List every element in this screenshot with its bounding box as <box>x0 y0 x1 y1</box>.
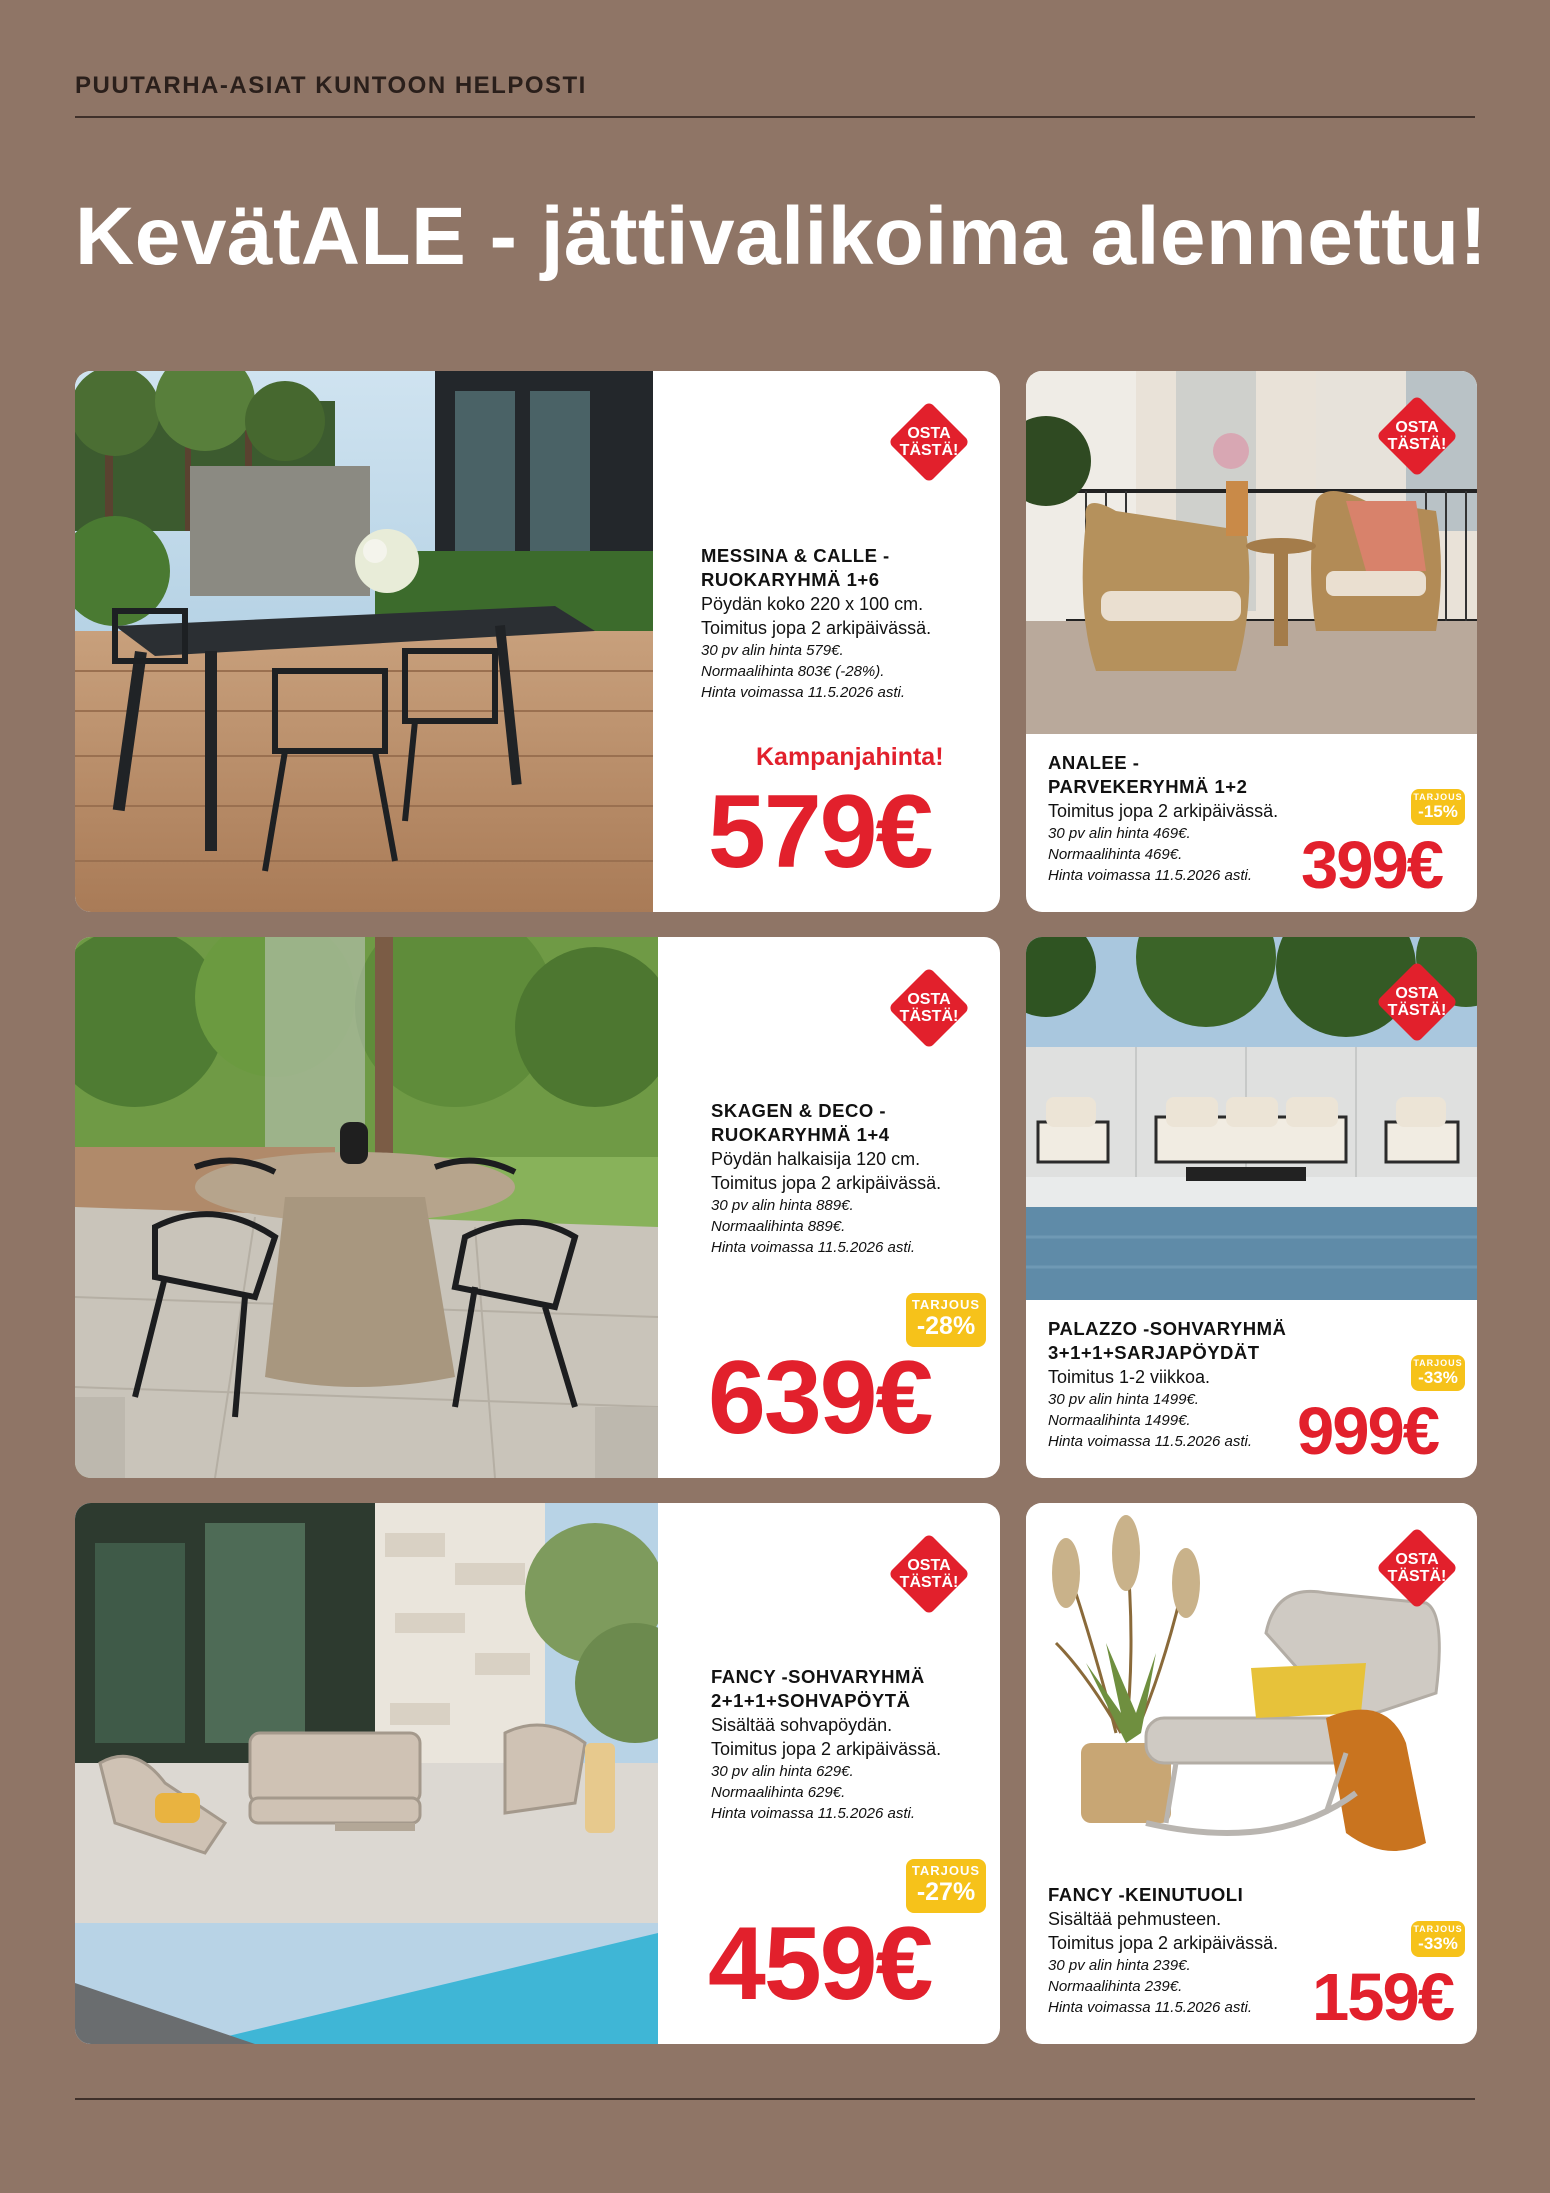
normal-price-note: Normaalihinta 803€ (-28%). <box>701 663 885 680</box>
discount-tag-percent: -15% <box>1418 802 1458 821</box>
page-headline: KevätALE - jättivalikoima alennettu! <box>75 191 1488 282</box>
product-delivery: Toimitus jopa 2 arkipäivässä. <box>1048 801 1279 821</box>
discount-tag-word: TARJOUS <box>911 1297 981 1312</box>
product-name-line1: ANALEE - <box>1048 752 1140 773</box>
discount-tag-word: TARJOUS <box>1413 1924 1463 1934</box>
page-kicker: PUUTARHA-ASIAT KUNTOON HELPOSTI <box>75 72 587 99</box>
lowest-price-note: 30 pv alin hinta 579€. <box>701 642 844 659</box>
product-name-line2: 2+1+1+SOHVAPÖYTÄ <box>711 1690 911 1711</box>
discount-tag <box>1411 1921 1465 1957</box>
product-detail: Pöydän koko 220 x 100 cm. <box>701 594 924 614</box>
buy-here-line2: TÄSTÄ! <box>1387 1568 1447 1585</box>
product-card-fancy-rocking-chair[interactable] <box>1026 1503 1477 2044</box>
buy-here-line1: OSTA <box>1395 419 1439 436</box>
product-photo-round-dining-set <box>75 937 658 1478</box>
product-name-line1: FANCY -SOHVARYHMÄ <box>711 1666 925 1687</box>
discount-tag-word: TARJOUS <box>1413 1358 1463 1368</box>
buy-here-label <box>1372 419 1462 453</box>
validity-note: Hinta voimassa 11.5.2026 asti. <box>1048 867 1253 884</box>
buy-here-line2: TÄSTÄ! <box>1387 1002 1447 1019</box>
discount-tag-word: TARJOUS <box>911 1863 981 1878</box>
product-price: 459€ <box>708 1906 932 2022</box>
product-price: 999€ <box>1297 1394 1439 1469</box>
product-name-line1: MESSINA & CALLE - <box>701 545 890 566</box>
lowest-price-note: 30 pv alin hinta 629€. <box>711 1763 854 1780</box>
product-name-line1: SKAGEN & DECO - <box>711 1100 887 1121</box>
product-delivery: Toimitus jopa 2 arkipäivässä. <box>711 1739 942 1759</box>
lowest-price-note: 30 pv alin hinta 889€. <box>711 1197 854 1214</box>
product-name-line2: RUOKARYHMÄ 1+4 <box>711 1124 890 1145</box>
normal-price-note: Normaalihinta 889€. <box>711 1218 846 1235</box>
product-card-analee[interactable] <box>1026 371 1477 912</box>
product-info <box>1048 1883 1348 2018</box>
product-card-palazzo[interactable] <box>1026 937 1477 1478</box>
buy-here-label <box>884 1557 974 1591</box>
buy-here-line2: TÄSTÄ! <box>899 1008 959 1025</box>
product-delivery: Toimitus jopa 2 arkipäivässä. <box>711 1173 942 1193</box>
footer-divider <box>75 2098 1475 2100</box>
product-info <box>711 1099 996 1258</box>
discount-tag-percent: -27% <box>916 1878 976 1906</box>
header-divider <box>75 116 1475 118</box>
product-detail: Pöydän halkaisija 120 cm. <box>711 1149 921 1169</box>
product-detail: Sisältää pehmusteen. <box>1048 1909 1222 1929</box>
buy-here-label <box>884 991 974 1025</box>
product-price: 399€ <box>1301 828 1443 903</box>
product-name-line1: PALAZZO -SOHVARYHMÄ <box>1048 1318 1287 1339</box>
product-info <box>701 544 991 703</box>
discount-tag-percent: -33% <box>1418 1368 1458 1387</box>
buy-here-line2: TÄSTÄ! <box>899 442 959 459</box>
product-price: 159€ <box>1312 1960 1454 2035</box>
product-card-fancy-sofa-set[interactable] <box>75 1503 1000 2044</box>
validity-note: Hinta voimassa 11.5.2026 asti. <box>1048 1433 1253 1450</box>
product-price: 639€ <box>708 1340 932 1456</box>
lowest-price-note: 30 pv alin hinta 1499€. <box>1048 1391 1199 1408</box>
buy-here-line1: OSTA <box>1395 1551 1439 1568</box>
buy-here-line2: TÄSTÄ! <box>1387 436 1447 453</box>
product-info <box>711 1665 996 1824</box>
normal-price-note: Normaalihinta 1499€. <box>1048 1412 1191 1429</box>
lowest-price-note: 30 pv alin hinta 469€. <box>1048 825 1191 842</box>
product-delivery: Toimitus jopa 2 arkipäivässä. <box>1048 1933 1279 1953</box>
product-price: 579€ <box>708 774 932 890</box>
product-name-line2: RUOKARYHMÄ 1+6 <box>701 569 880 590</box>
validity-note: Hinta voimassa 11.5.2026 asti. <box>701 684 906 701</box>
lowest-price-note: 30 pv alin hinta 239€. <box>1048 1957 1191 1974</box>
buy-here-label <box>1372 985 1462 1019</box>
product-name-line2: PARVEKERYHMÄ 1+2 <box>1048 776 1248 797</box>
validity-note: Hinta voimassa 11.5.2026 asti. <box>1048 1999 1253 2016</box>
buy-here-label <box>1372 1551 1462 1585</box>
buy-here-line1: OSTA <box>907 425 951 442</box>
product-name-line2: 3+1+1+SARJAPÖYDÄT <box>1048 1342 1260 1363</box>
discount-tag-word: TARJOUS <box>1413 792 1463 802</box>
product-photo-poolside-sofa-set <box>75 1503 658 2044</box>
product-photo-dining-set-deck <box>75 371 653 912</box>
buy-here-line1: OSTA <box>1395 985 1439 1002</box>
discount-tag-percent: -33% <box>1418 1934 1458 1953</box>
normal-price-note: Normaalihinta 629€. <box>711 1784 846 1801</box>
product-delivery: Toimitus 1-2 viikkoa. <box>1048 1367 1211 1387</box>
discount-tag-percent: -28% <box>916 1312 976 1340</box>
product-card-skagen-deco[interactable] <box>75 937 1000 1478</box>
buy-here-line2: TÄSTÄ! <box>899 1574 959 1591</box>
buy-here-line1: OSTA <box>907 991 951 1008</box>
discount-tag <box>1411 1355 1465 1391</box>
product-delivery: Toimitus jopa 2 arkipäivässä. <box>701 618 932 638</box>
product-detail: Sisältää sohvapöydän. <box>711 1715 893 1735</box>
normal-price-note: Normaalihinta 239€. <box>1048 1978 1183 1995</box>
product-name-line1: FANCY -KEINUTUOLI <box>1048 1884 1244 1905</box>
validity-note: Hinta voimassa 11.5.2026 asti. <box>711 1805 916 1822</box>
buy-here-line1: OSTA <box>907 1557 951 1574</box>
discount-tag <box>1411 789 1465 825</box>
product-card-messina-calle[interactable] <box>75 371 1000 912</box>
normal-price-note: Normaalihinta 469€. <box>1048 846 1183 863</box>
campaign-label: Kampanjahinta! <box>756 743 944 771</box>
validity-note: Hinta voimassa 11.5.2026 asti. <box>711 1239 916 1256</box>
buy-here-label <box>884 425 974 459</box>
